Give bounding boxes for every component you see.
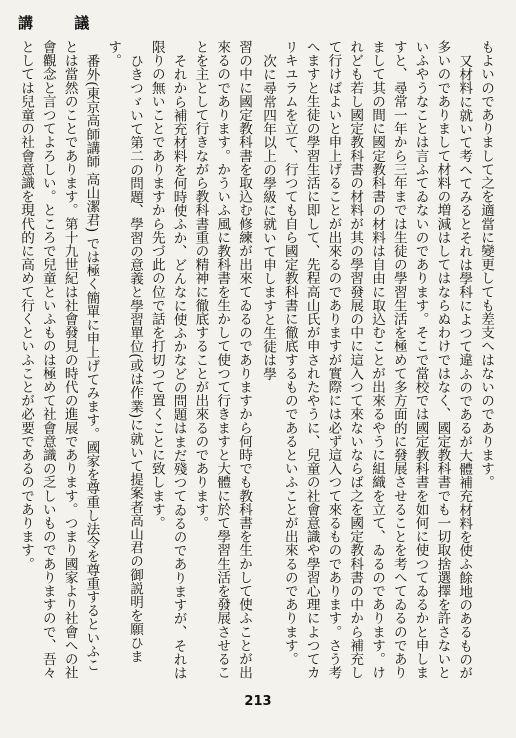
paragraph: 又材料に就いて考へてみるとそれは學科によつて違ふのであるが大體補充材料を使ふ餘地のあるものが多いのでありまして材料の増減はしてはならぬわけではなく、國定教科書でも一切取捨選擇を許さないといふやうなことは言ふてゐないのであります。そこで當校では國定教科書を如何に使つてゐるかと申しますと、尋常一年から三年までは生徒の學習生活を極めて多方面的に發展させることを考へてゐるのでありまして其の間に國定教科書の材料は自由に取込むことが出來るやうに組織を立て、ゐるのであります。けれども若し國定教科書の材料が其の學習發展の中に這入つて來ないならば之を國定教科書の中から補充して行けばよいと申上げることが出來るのでありますが實際には必ず這入つて來るものであります。さう考へますと生徒の學習生活に即して、先程高山氏が申されたやうに、兒童の社會意識や學習心理によつてカリキユラムを立て、行つても自ら國定教科書に徹底するものであるといふことが出來るのであります。 (281, 40, 473, 680)
left-column (18, 40, 254, 680)
running-header: 講 議 (18, 14, 108, 32)
right-column (260, 40, 496, 680)
paragraph: ひきつゞいて第二の問題、學習の意義と學習單位(或は作業)に就いて提案者高山君の御説明を願ひます。 (105, 40, 144, 663)
paragraph: 番外(東京高師講師 高山潔君) では極く簡單に申上げてみます。國家を尊重し法令を尊重するといふことは當然のことであります。第十九世紀は社會發見の時代の進展であります。つまり國家より社會への社會觀念と言つてよろしい。ところで兒童といふものは極めて社會意識の乏しいものでありますので、吾々としては兒童の社會意識を現代的に高めて行くといふことが必要であるのであります。 (18, 40, 100, 680)
paragraph: もよいのでありまして之を適當に變更しても差支へはないのであります。 (478, 40, 494, 489)
paragraph: 次に尋常四年以上の學級に就いて申しますと生徒は學 (260, 53, 277, 380)
page-body (18, 40, 496, 680)
page-number: 213 (244, 694, 272, 709)
paragraph: 習の中に國定教科書を取込む修練が出來てゐるのでありますから何時でも教科書を生かして使ふことが出來るのであります。かういふ風に教科書を生かして使つて行きますと大體に於て學習生活を發展させることを主として行きながら教科書重の精神に徹底することが出來るのであります。 (192, 40, 252, 680)
paragraph: それから補充材料を何時使ふか、どんなに使ふかなどの問題はまだ殘つてゐるのでありますが、それは限りの無いことでありますから先づ此の位で話を打切つて置くことに致します。 (148, 40, 187, 680)
